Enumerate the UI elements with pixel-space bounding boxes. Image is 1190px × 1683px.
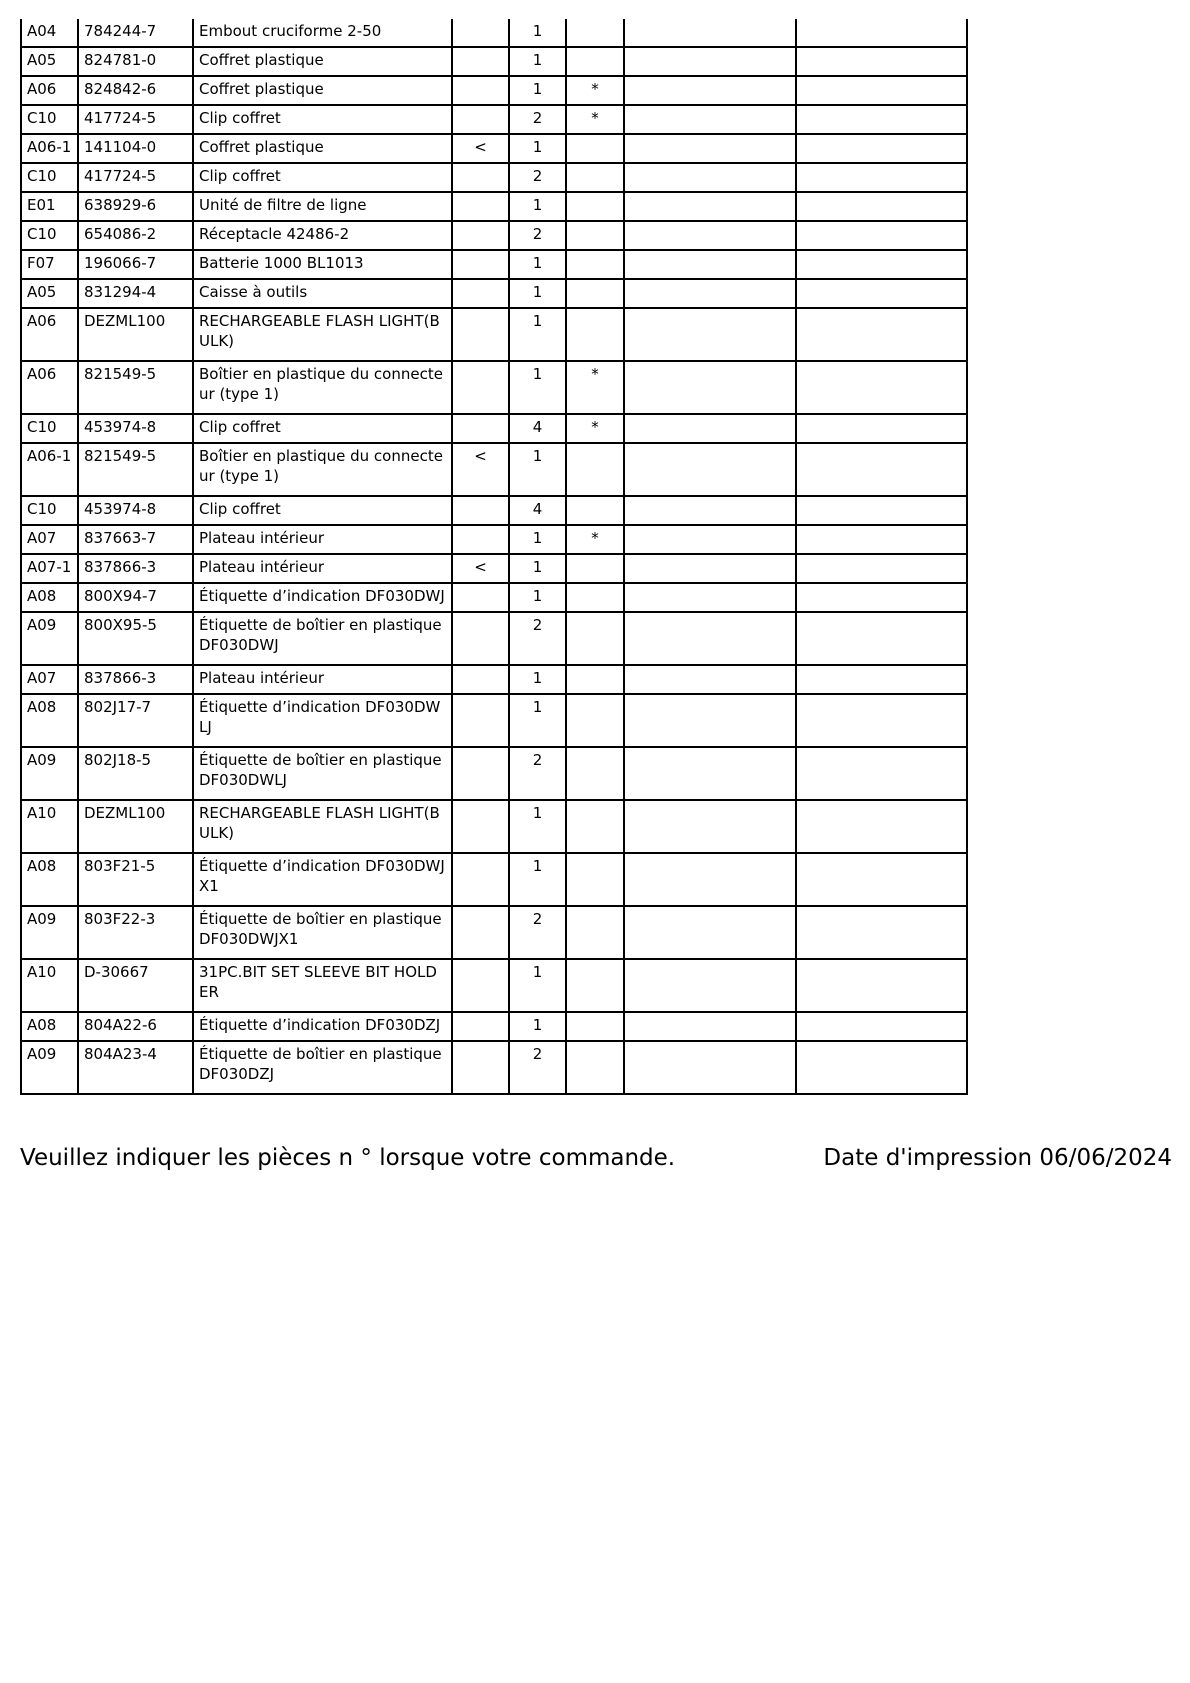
empty-cell [624,800,796,853]
mark-cell [566,308,624,361]
quantity-cell: 1 [509,279,566,308]
description-cell: 31PC.BIT SET SLEEVE BIT HOLDER [193,959,452,1012]
empty-cell [624,105,796,134]
mark-cell [566,192,624,221]
parts-table [20,19,968,1095]
note-cell [452,279,509,308]
quantity-cell: 1 [509,583,566,612]
ref-number-cell: A08 [21,583,78,612]
empty-cell [624,308,796,361]
empty-cell [796,496,967,525]
part-number-cell: 654086-2 [78,221,193,250]
note-cell [452,853,509,906]
empty-cell [624,250,796,279]
table-row [21,906,967,959]
part-number-cell: 804A23-4 [78,1041,193,1094]
mark-cell: * [566,414,624,443]
quantity-cell: 2 [509,1041,566,1094]
empty-cell [796,19,967,47]
description-cell: Unité de filtre de ligne [193,192,452,221]
mark-cell: * [566,525,624,554]
ref-number-cell: E01 [21,192,78,221]
ref-number-cell: C10 [21,163,78,192]
table-row [21,163,967,192]
mark-cell [566,163,624,192]
ref-number-cell: A06 [21,76,78,105]
empty-cell [624,694,796,747]
description-cell: Boîtier en plastique du connecteur (type 1) [193,443,452,496]
part-number-cell: 821549-5 [78,361,193,414]
mark-cell [566,221,624,250]
empty-cell [796,361,967,414]
table-row [21,221,967,250]
part-number-cell: 141104-0 [78,134,193,163]
table-row [21,525,967,554]
table-row [21,554,967,583]
table-row [21,665,967,694]
empty-cell [796,583,967,612]
part-number-cell: 453974-8 [78,496,193,525]
order-instruction-note: Veuillez indiquer les pièces n ° lorsque votre commande. [20,1145,676,1171]
mark-cell [566,906,624,959]
description-cell: Étiquette d’indication DF030DZJ [193,1012,452,1041]
mark-cell [566,496,624,525]
empty-cell [624,361,796,414]
mark-cell [566,665,624,694]
mark-cell [566,19,624,47]
empty-cell [796,853,967,906]
table-row [21,959,967,1012]
part-number-cell: 837866-3 [78,665,193,694]
table-row [21,134,967,163]
ref-number-cell: A09 [21,612,78,665]
ref-number-cell: A10 [21,800,78,853]
quantity-cell: 1 [509,800,566,853]
empty-cell [624,583,796,612]
part-number-cell: 784244-7 [78,19,193,47]
description-cell: Batterie 1000 BL1013 [193,250,452,279]
quantity-cell: 4 [509,496,566,525]
mark-cell [566,1012,624,1041]
empty-cell [796,414,967,443]
empty-cell [796,163,967,192]
quantity-cell: 2 [509,105,566,134]
mark-cell [566,250,624,279]
empty-cell [624,853,796,906]
quantity-cell: 2 [509,906,566,959]
empty-cell [796,1041,967,1094]
note-cell [452,19,509,47]
quantity-cell: 1 [509,443,566,496]
description-cell: Réceptacle 42486-2 [193,221,452,250]
description-cell: Clip coffret [193,496,452,525]
empty-cell [796,800,967,853]
quantity-cell: 1 [509,554,566,583]
empty-cell [796,308,967,361]
mark-cell: * [566,361,624,414]
empty-cell [624,414,796,443]
description-cell: Étiquette d’indication DF030DWJX1 [193,853,452,906]
ref-number-cell: A06-1 [21,134,78,163]
empty-cell [796,192,967,221]
description-cell: Étiquette de boîtier en plastique DF030DWJX1 [193,906,452,959]
ref-number-cell: A07 [21,665,78,694]
description-cell: Plateau intérieur [193,554,452,583]
part-number-cell: 803F22-3 [78,906,193,959]
part-number-cell: 802J18-5 [78,747,193,800]
note-cell [452,221,509,250]
ref-number-cell: A06 [21,361,78,414]
mark-cell [566,800,624,853]
note-cell [452,612,509,665]
mark-cell: * [566,105,624,134]
empty-cell [796,665,967,694]
mark-cell: * [566,76,624,105]
note-cell [452,959,509,1012]
note-cell [452,800,509,853]
note-cell [452,361,509,414]
table-row [21,192,967,221]
note-cell [452,105,509,134]
mark-cell [566,853,624,906]
description-cell: RECHARGEABLE FLASH LIGHT(BULK) [193,800,452,853]
mark-cell [566,694,624,747]
empty-cell [796,525,967,554]
ref-number-cell: A08 [21,853,78,906]
empty-cell [624,47,796,76]
description-cell: Clip coffret [193,163,452,192]
note-cell [452,47,509,76]
ref-number-cell: A07-1 [21,554,78,583]
empty-cell [624,76,796,105]
note-cell [452,747,509,800]
quantity-cell: 2 [509,612,566,665]
note-cell: < [452,554,509,583]
empty-cell [796,221,967,250]
ref-number-cell: A05 [21,47,78,76]
table-row [21,279,967,308]
table-row [21,1041,967,1094]
description-cell: RECHARGEABLE FLASH LIGHT(BULK) [193,308,452,361]
empty-cell [624,221,796,250]
part-number-cell: DEZML100 [78,308,193,361]
mark-cell [566,583,624,612]
description-cell: Plateau intérieur [193,665,452,694]
table-row [21,443,967,496]
quantity-cell: 1 [509,1012,566,1041]
description-cell: Étiquette de boîtier en plastique DF030DWLJ [193,747,452,800]
table-row [21,612,967,665]
empty-cell [624,443,796,496]
empty-cell [796,250,967,279]
ref-number-cell: A08 [21,694,78,747]
note-cell: < [452,134,509,163]
empty-cell [624,279,796,308]
mark-cell [566,279,624,308]
description-cell: Plateau intérieur [193,525,452,554]
quantity-cell: 1 [509,665,566,694]
part-number-cell: 804A22-6 [78,1012,193,1041]
table-row [21,105,967,134]
table-row [21,414,967,443]
part-number-cell: 800X95-5 [78,612,193,665]
note-cell [452,665,509,694]
description-cell: Coffret plastique [193,76,452,105]
table-row [21,308,967,361]
part-number-cell: 837866-3 [78,554,193,583]
empty-cell [624,612,796,665]
ref-number-cell: C10 [21,221,78,250]
table-row [21,496,967,525]
empty-cell [796,105,967,134]
description-cell: Étiquette de boîtier en plastique DF030DWJ [193,612,452,665]
part-number-cell: DEZML100 [78,800,193,853]
ref-number-cell: A09 [21,906,78,959]
empty-cell [796,959,967,1012]
ref-number-cell: F07 [21,250,78,279]
note-cell [452,414,509,443]
empty-cell [796,443,967,496]
description-cell: Embout cruciforme 2-50 [193,19,452,47]
mark-cell [566,747,624,800]
description-cell: Caisse à outils [193,279,452,308]
part-number-cell: 803F21-5 [78,853,193,906]
table-row [21,250,967,279]
empty-cell [624,525,796,554]
part-number-cell: 831294-4 [78,279,193,308]
empty-cell [796,134,967,163]
quantity-cell: 2 [509,221,566,250]
empty-cell [796,554,967,583]
note-cell [452,694,509,747]
empty-cell [796,906,967,959]
ref-number-cell: A09 [21,747,78,800]
part-number-cell: 802J17-7 [78,694,193,747]
part-number-cell: D-30667 [78,959,193,1012]
description-cell: Étiquette d’indication DF030DWLJ [193,694,452,747]
ref-number-cell: A06 [21,308,78,361]
table-row [21,361,967,414]
mark-cell [566,47,624,76]
quantity-cell: 1 [509,853,566,906]
empty-cell [624,959,796,1012]
mark-cell [566,959,624,1012]
note-cell [452,906,509,959]
description-cell: Coffret plastique [193,47,452,76]
ref-number-cell: A07 [21,525,78,554]
table-row [21,800,967,853]
quantity-cell: 1 [509,47,566,76]
ref-number-cell: A05 [21,279,78,308]
mark-cell [566,612,624,665]
note-cell [452,525,509,554]
parts-table-body [21,19,967,1094]
empty-cell [624,134,796,163]
note-cell [452,250,509,279]
part-number-cell: 638929-6 [78,192,193,221]
part-number-cell: 837663-7 [78,525,193,554]
empty-cell [624,906,796,959]
empty-cell [796,76,967,105]
table-row [21,19,967,47]
quantity-cell: 1 [509,361,566,414]
quantity-cell: 1 [509,134,566,163]
note-cell [452,1012,509,1041]
empty-cell [796,1012,967,1041]
empty-cell [624,554,796,583]
part-number-cell: 417724-5 [78,163,193,192]
empty-cell [624,1012,796,1041]
empty-cell [624,747,796,800]
quantity-cell: 1 [509,76,566,105]
description-cell: Coffret plastique [193,134,452,163]
note-cell [452,496,509,525]
ref-number-cell: C10 [21,105,78,134]
empty-cell [796,47,967,76]
mark-cell [566,443,624,496]
part-number-cell: 824842-6 [78,76,193,105]
empty-cell [796,747,967,800]
ref-number-cell: C10 [21,496,78,525]
quantity-cell: 1 [509,19,566,47]
table-row [21,853,967,906]
quantity-cell: 1 [509,959,566,1012]
description-cell: Clip coffret [193,414,452,443]
empty-cell [796,694,967,747]
description-cell: Étiquette d’indication DF030DWJ [193,583,452,612]
quantity-cell: 4 [509,414,566,443]
ref-number-cell: A08 [21,1012,78,1041]
empty-cell [624,1041,796,1094]
table-row [21,747,967,800]
mark-cell [566,1041,624,1094]
quantity-cell: 2 [509,747,566,800]
quantity-cell: 1 [509,694,566,747]
quantity-cell: 1 [509,192,566,221]
part-number-cell: 196066-7 [78,250,193,279]
print-date: Date d'impression 06/06/2024 [823,1145,1172,1171]
ref-number-cell: A09 [21,1041,78,1094]
note-cell [452,76,509,105]
quantity-cell: 1 [509,250,566,279]
description-cell: Étiquette de boîtier en plastique DF030DZJ [193,1041,452,1094]
empty-cell [624,192,796,221]
quantity-cell: 1 [509,525,566,554]
ref-number-cell: C10 [21,414,78,443]
empty-cell [624,665,796,694]
table-row [21,1012,967,1041]
empty-cell [624,19,796,47]
note-cell [452,163,509,192]
description-cell: Clip coffret [193,105,452,134]
table-row [21,694,967,747]
part-number-cell: 800X94-7 [78,583,193,612]
mark-cell [566,554,624,583]
note-cell [452,192,509,221]
ref-number-cell: A06-1 [21,443,78,496]
part-number-cell: 824781-0 [78,47,193,76]
ref-number-cell: A04 [21,19,78,47]
note-cell [452,1041,509,1094]
table-row [21,47,967,76]
part-number-cell: 821549-5 [78,443,193,496]
mark-cell [566,134,624,163]
part-number-cell: 453974-8 [78,414,193,443]
empty-cell [796,612,967,665]
note-cell: < [452,443,509,496]
description-cell: Boîtier en plastique du connecteur (type 1) [193,361,452,414]
table-row [21,76,967,105]
note-cell [452,583,509,612]
quantity-cell: 1 [509,308,566,361]
empty-cell [796,279,967,308]
table-row [21,583,967,612]
empty-cell [624,163,796,192]
ref-number-cell: A10 [21,959,78,1012]
part-number-cell: 417724-5 [78,105,193,134]
quantity-cell: 2 [509,163,566,192]
note-cell [452,308,509,361]
empty-cell [624,496,796,525]
